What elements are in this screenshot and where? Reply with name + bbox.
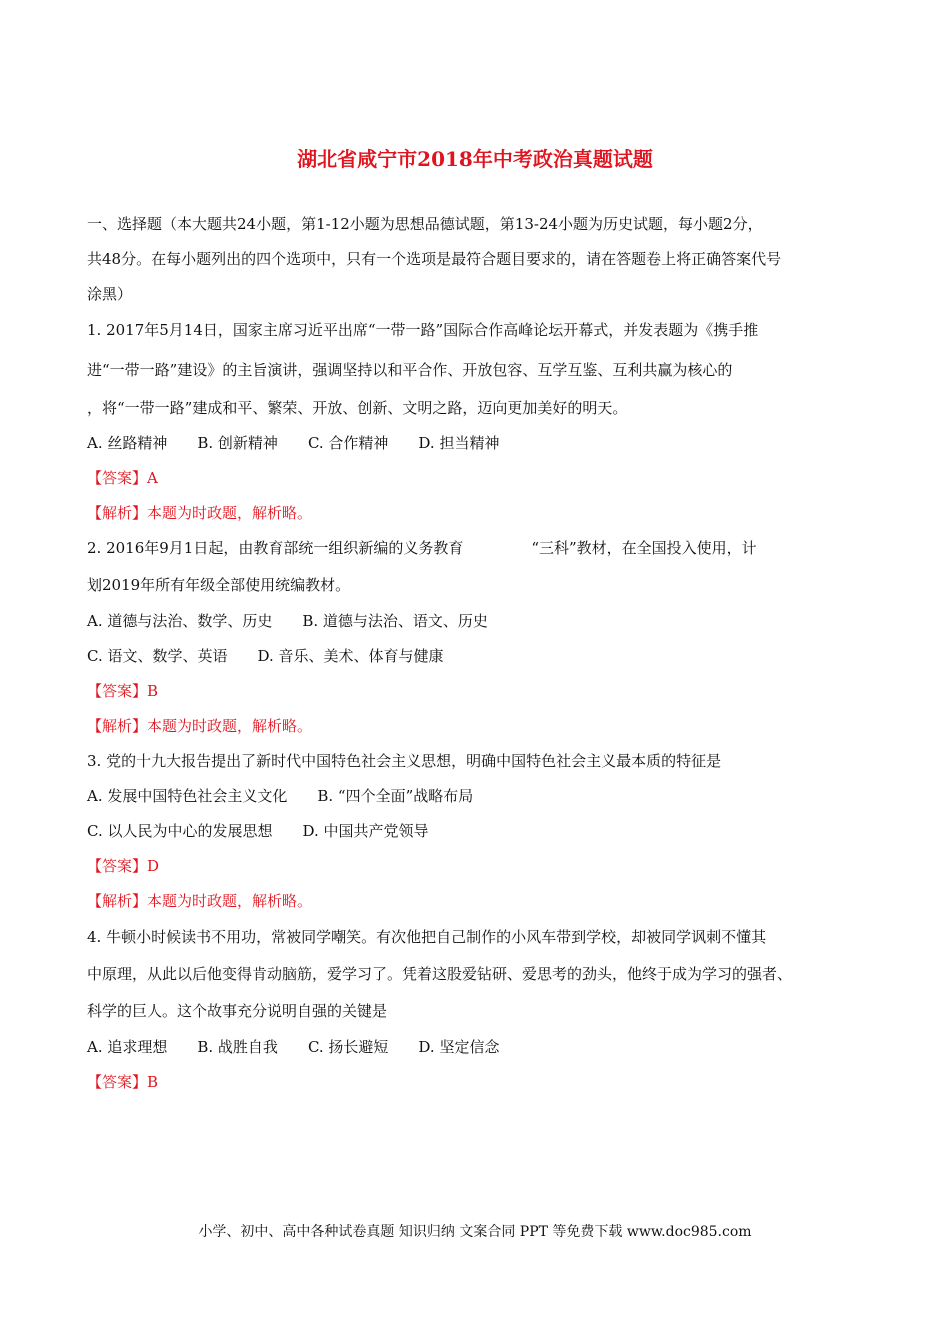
q1-stem-line-2: 进“一带一路”建设》的主旨演讲，强调坚持以和平合作、开放包容、互学互鉴、互利共赢为核心的	[87, 361, 733, 379]
q4-stem-line-1: 4. 牛顿小时候读书不用功，常被同学嘲笑。有次他把自己制作的小风车带到学校，却被同学讽刺不懂其	[87, 928, 767, 946]
q1-stem-line-1: 1. 2017年5月14日，国家主席习近平出席“一带一路”国际合作高峰论坛开幕式，并发表题为《携手推	[87, 321, 759, 339]
q3-option-a: A. 发展中国特色社会主义文化	[87, 787, 288, 805]
q3-option-b: B. “四个全面”战略布局	[317, 787, 474, 805]
section-intro-line-1: 一、选择题（本大题共24小题，第1-12小题为思想品德试题，第13-24小题为历史试题，每小题2分，	[87, 215, 763, 233]
q3-stem-line-1: 3. 党的十九大报告提出了新时代中国特色社会主义思想，明确中国特色社会主义最本质的特征是	[87, 752, 722, 770]
q1-analysis: 【解析】本题为时政题，解析略。	[87, 504, 313, 522]
q2-stem-part-1: 2. 2016年9月1日起，由教育部统一组织新编的义务教育	[87, 539, 464, 557]
q3-options-row-2	[87, 821, 429, 841]
q2-options-row-1	[87, 611, 488, 631]
q3-analysis: 【解析】本题为时政题，解析略。	[87, 892, 313, 910]
q2-options-row-2	[87, 646, 444, 666]
q1-stem-line-3: ，将“一带一路”建成和平、繁荣、开放、创新、文明之路，迈向更加美好的明天。	[87, 399, 628, 417]
q4-stem-line-2: 中原理，从此以后他变得肯动脑筋，爱学习了。凭着这股爱钻研、爱思考的劲头，他终于成为学习的强者、	[87, 965, 793, 983]
section-intro-line-3: 涂黑）	[87, 285, 133, 303]
section-intro-line-2: 共48分。在每小题列出的四个选项中，只有一个选项是最符合题目要求的，请在答题卷上将正确答案代号	[87, 250, 782, 268]
q2-option-c: C. 语文、数学、英语	[87, 647, 228, 665]
q4-option-d: D. 坚定信念	[418, 1038, 500, 1056]
q1-options	[87, 433, 499, 453]
q1-option-b: B. 创新精神	[197, 434, 278, 452]
q2-option-a: A. 道德与法治、数学、历史	[87, 612, 273, 630]
q3-option-d: D. 中国共产党领导	[302, 822, 429, 840]
q3-option-c: C. 以人民为中心的发展思想	[87, 822, 273, 840]
q2-analysis: 【解析】本题为时政题，解析略。	[87, 717, 313, 735]
q4-option-b: B. 战胜自我	[197, 1038, 278, 1056]
q4-option-c: C. 扬长避短	[307, 1038, 389, 1056]
q2-stem-line-2: 划2019年所有年级全部使用统编教材。	[87, 576, 351, 594]
q1-option-a: A. 丝路精神	[87, 434, 168, 452]
q1-answer: 【答案】A	[87, 469, 158, 487]
q4-answer: 【答案】B	[87, 1073, 159, 1091]
page-title: 湖北省咸宁市2018年中考政治真题试题	[297, 147, 653, 171]
q4-options	[87, 1037, 499, 1057]
q2-stem-line-1	[87, 538, 757, 558]
q2-option-b: B. 道德与法治、语文、历史	[302, 612, 488, 630]
q3-options-row-1	[87, 786, 473, 806]
page-footer: 小学、初中、高中各种试卷真题 知识归纳 文案合同 PPT 等免费下载 www.doc985.com	[198, 1224, 752, 1240]
q2-stem-part-2: “三科”教材，在全国投入使用，计	[531, 539, 757, 557]
q3-answer: 【答案】D	[87, 857, 160, 875]
q2-option-d: D. 音乐、美术、体育与健康	[257, 647, 444, 665]
q1-option-c: C. 合作精神	[307, 434, 389, 452]
q1-option-d: D. 担当精神	[418, 434, 500, 452]
q4-option-a: A. 追求理想	[87, 1038, 168, 1056]
q2-answer: 【答案】B	[87, 682, 159, 700]
q4-stem-line-3: 科学的巨人。这个故事充分说明自强的关键是	[87, 1002, 388, 1020]
